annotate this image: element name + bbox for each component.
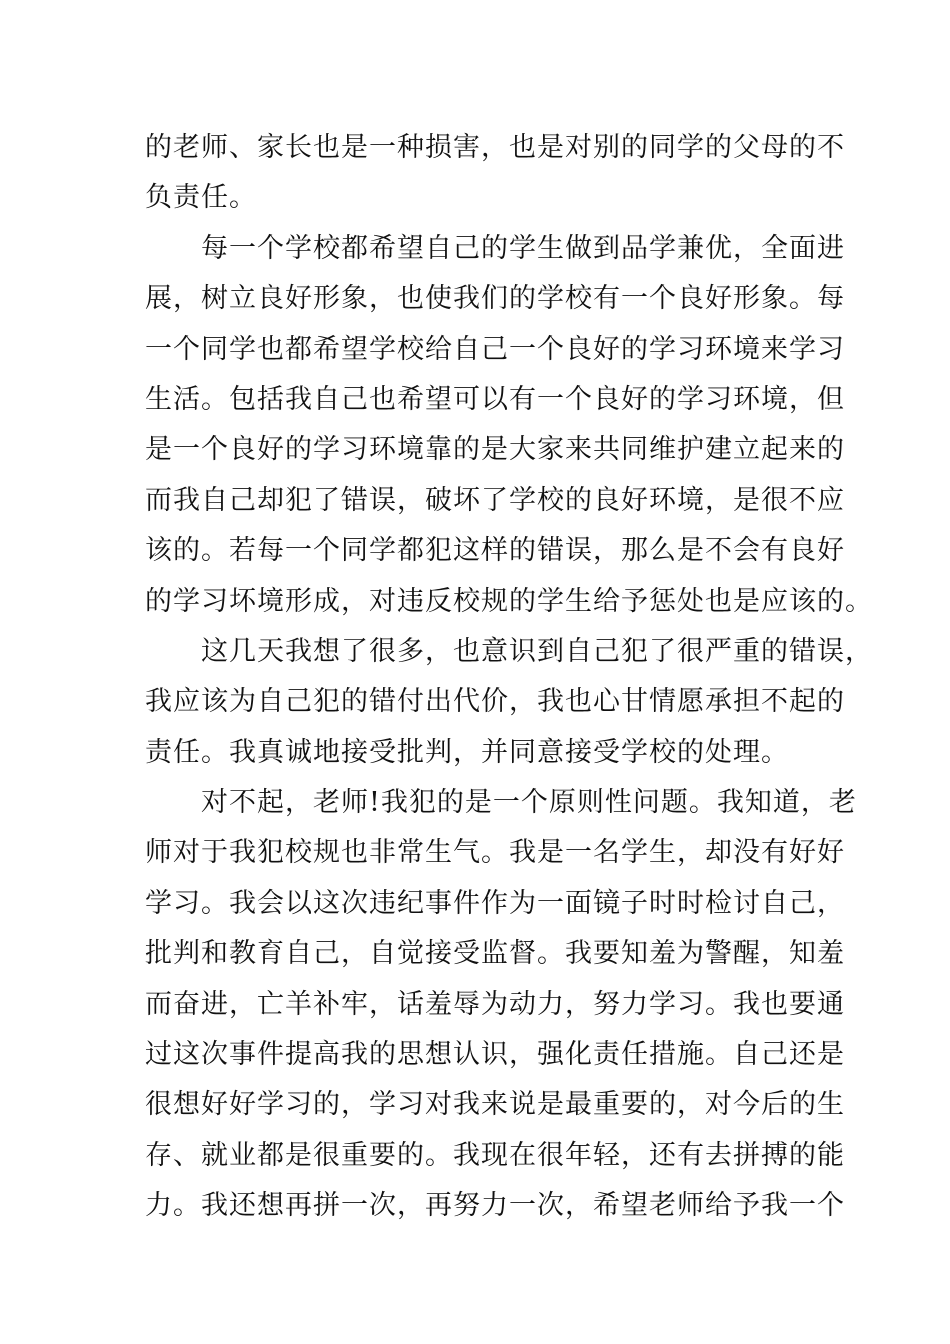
paragraph-3 xyxy=(145,627,873,778)
text-line: 是一个良好的学习环境靠的是大家来共同维护建立起来的 xyxy=(145,434,845,466)
text-line: 学习。我会以这次违纪事件作为一面镜子时时检讨自己， xyxy=(145,887,845,919)
text-line: 该的。若每一个同学都犯这样的错误，那么是不会有良好 xyxy=(145,535,845,567)
text-line: 的老师、家长也是一种损害，也是对别的同学的父母的不 xyxy=(145,132,845,163)
text-line: 我应该为自己犯的错付出代价，我也心甘情愿承担不起的 xyxy=(145,686,845,718)
text-line: 一个同学也都希望学校给自己一个良好的学习环境来学习 xyxy=(145,333,845,365)
text-line: 这几天我想了很多，也意识到自己犯了很严重的错误， xyxy=(201,635,873,667)
text-line: 而我自己却犯了错误，破坏了学校的良好环境，是很不应 xyxy=(145,484,845,516)
text-line: 每一个学校都希望自己的学生做到品学兼优，全面进 xyxy=(201,232,845,264)
text-line: 生活。包括我自己也希望可以有一个良好的学习环境，但 xyxy=(145,383,845,415)
text-line: 过这次事件提高我的思想认识，强化责任措施。自己还是 xyxy=(145,1039,845,1071)
text-line: 很想好好学习的，学习对我来说是最重要的，对今后的生 xyxy=(145,1089,845,1121)
text-line: 对不起，老师!我犯的是一个原则性问题。我知道，老 xyxy=(201,787,857,819)
paragraph-4 xyxy=(145,778,857,1232)
paragraph-2 xyxy=(145,224,873,627)
text-line: 存、就业都是很重要的。我现在很年轻，还有去拼搏的能 xyxy=(145,1139,845,1171)
text-line: 批判和教育自己，自觉接受监督。我要知羞为警醒，知羞 xyxy=(145,938,845,970)
paragraph-1 xyxy=(145,123,845,224)
text-line: 负责任。 xyxy=(145,182,257,214)
text-line: 力。我还想再拼一次，再努力一次，希望老师给予我一个 xyxy=(145,1190,845,1222)
text-line: 师对于我犯校规也非常生气。我是一名学生，却没有好好 xyxy=(145,837,845,869)
text-line: 而奋进，亡羊补牢，话羞辱为动力，努力学习。我也要通 xyxy=(145,988,845,1020)
text-line: 展，树立良好形象，也使我们的学校有一个良好形象。每 xyxy=(145,283,845,315)
text-line: 的学习坏境形成，对违反校规的学生给予惩处也是应该的。 xyxy=(145,585,873,617)
text-line: 责任。我真诚地接受批判，并同意接受学校的处理。 xyxy=(145,736,789,768)
document-body xyxy=(145,123,873,1232)
